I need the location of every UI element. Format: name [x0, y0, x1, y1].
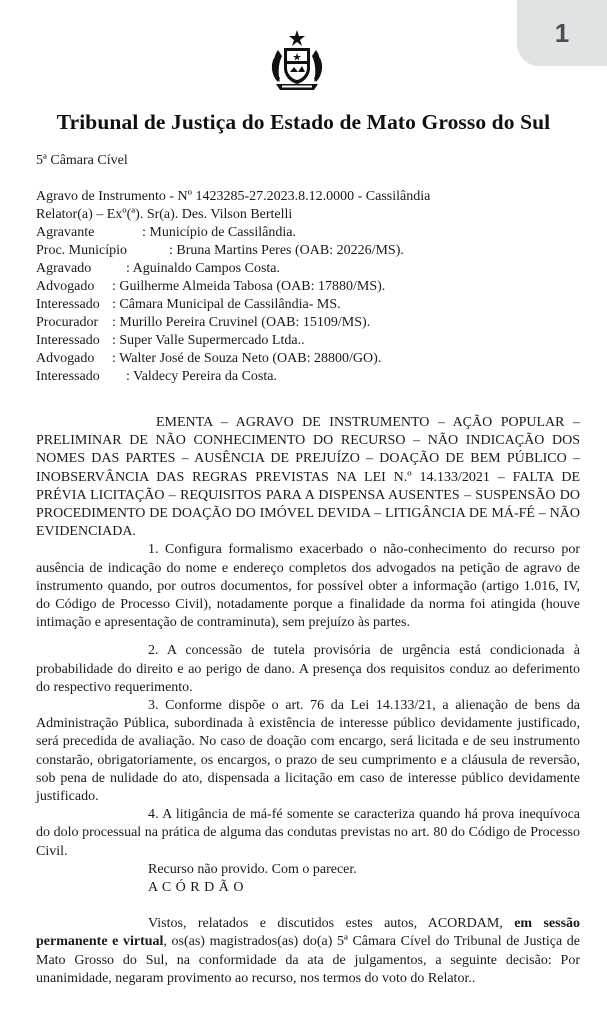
party-role: Agravante: [36, 225, 95, 240]
ementa-item-1: 1. Configura formalismo exacerbado o não-conhecimento do recurso por ausência de indicação do nome e endereço completos dos advogados na petição de agravo de instrumento quando, por outros documentos, for possível obter a informação (artigo 1.016, IV, do Código de Processo Civil), notadamente porque a finalidade da norma foi atingida (houve intimação e apresentação de contraminuta), sem prejuízo às partes.: [36, 542, 580, 631]
party-name: : Município de Cassilândia.: [142, 225, 296, 240]
case-number-line: Agravo de Instrumento - Nº 1423285-27.2023.8.12.0000 - Cassilândia: [36, 189, 431, 204]
ementa-item-3: 3. Conforme dispõe o art. 76 da Lei 14.133/21, a alienação de bens da Administração Pública, subordinada à existência de interesse público devidamente justificado, será precedida de avaliação. No caso de doação com encargo, será licitada e de seu instrumento constarão, obrigatoriamente, os encargos, o prazo de seu cumprimento e a cláusula de reversão, sob pena de nulidade do ato, dispensada a licitação em caso de interesse público devidamente justificado.: [36, 698, 580, 805]
ementa-summary: EMENTA – AGRAVO DE INSTRUMENTO – AÇÃO POPULAR – PRELIMINAR DE NÃO CONHECIMENTO DO RECURSO – NÃO INDICAÇÃO DOS NOMES DAS PARTES – AUSÊNCIA DE PREJUÍZO – DOAÇÃO DE BEM PÚBLICO – INOBSERVÂNCIA DAS REGRAS PREVISTAS NA LEI N.º 14.133/2021 – FALTA DE PRÉVIA LICITAÇÃO – REQUISITOS PARA A DISPENSA AUSENTES – SUSPENSÃO DO PROCEDIMENTO DE DOAÇÃO DO IMÓVEL DEVIDA – LITIGÂNCIA DE MÁ-FÉ – NÃO EVIDENCIADA.: [36, 415, 580, 540]
acordao-text-bold: em sessão permanente e virtual: [36, 916, 581, 950]
party-role: Interessado: [36, 369, 100, 384]
party-role: Agravado: [36, 261, 92, 276]
acordao-text: [36, 915, 580, 988]
party-name: : Bruna Martins Peres (OAB: 20226/MS).: [169, 243, 404, 258]
court-title: Tribunal de Justiça do Estado de Mato Grosso do Sul: [56, 110, 551, 134]
party-name: : Aguinaldo Campos Costa.: [126, 261, 280, 276]
party-name: : Valdecy Pereira da Costa.: [126, 369, 277, 384]
party-name: : Super Valle Supermercado Ltda..: [112, 333, 305, 348]
party-name: : Murillo Pereira Cruvinel (OAB: 15109/MS).: [112, 315, 371, 330]
ementa-item-4: 4. A litigância de má-fé somente se caracteriza quando há prova inequívoca do dolo processual na prática de alguma das condutas previstas no art. 80 do Código de Processo Civil.: [36, 807, 580, 859]
page-number-badge: 1: [517, 0, 607, 66]
acordao-text-end: , os(as) magistrados(as) do(a) 5ª Câmara Cível do Tribunal de Justiça de Mato Grosso do Sul, na conformidade da ata de julgamentos, a seguinte decisão: Por unanimidade, negaram provimento ao recurso, nos termos do voto do Relator..: [36, 934, 580, 986]
state-coat-of-arms-icon: [268, 28, 326, 92]
acordao-text-start: Vistos, relatados e discutidos estes autos, ACORDAM,: [148, 916, 503, 932]
rapporteur-line: Relator(a) – Exº(ª). Sr(a). Des. Vilson Bertelli: [36, 207, 293, 222]
party-role: Interessado: [36, 297, 100, 312]
party-name: : Câmara Municipal de Cassilândia- MS.: [112, 297, 341, 312]
acordao-heading: A C Ó R D Ã O: [148, 880, 244, 896]
party-role: Advogado: [36, 351, 95, 366]
ementa-section: [36, 414, 580, 988]
party-role: Proc. Município: [36, 243, 127, 258]
party-role: Procurador: [36, 315, 99, 330]
party-role: Interessado: [36, 333, 100, 348]
party-role: Advogado: [36, 279, 95, 294]
ementa-result: Recurso não provido. Com o parecer.: [148, 861, 357, 877]
party-name: : Walter José de Souza Neto (OAB: 28800/GO).: [112, 351, 382, 366]
ementa-item-2: 2. A concessão de tutela provisória de urgência está condicionada à probabilidade do direito e ao perigo de dano. A presença dos requisitos conduz ao deferimento do respectivo requerimento.: [36, 643, 580, 695]
party-name: : Guilherme Almeida Tabosa (OAB: 17880/MS).: [112, 279, 386, 294]
chamber-name: 5ª Câmara Cível: [36, 153, 128, 168]
